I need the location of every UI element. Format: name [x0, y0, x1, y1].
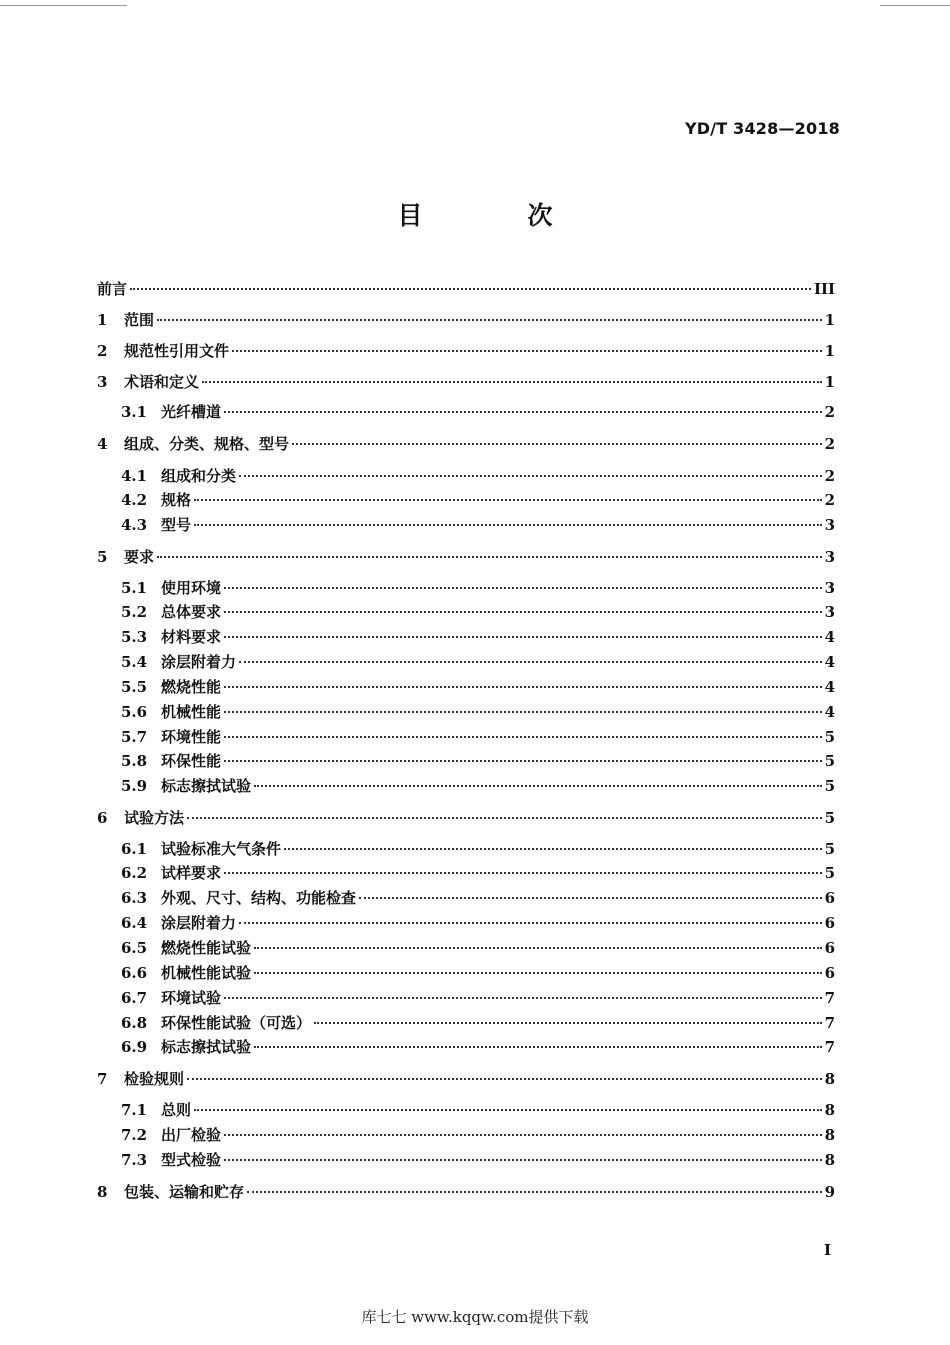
- toc-entry-number: 6: [97, 809, 108, 827]
- toc-entry-page: 5: [824, 728, 835, 746]
- toc-entry: [121, 702, 835, 722]
- toc-entry-number: 5.1: [121, 579, 148, 597]
- toc-entry-title: 涂层附着力: [161, 914, 237, 932]
- toc-entry-number: 6.1: [121, 840, 148, 858]
- toc-leader-dots: [224, 997, 822, 999]
- toc-leader-dots: [224, 411, 822, 413]
- toc-entry: [121, 863, 835, 883]
- toc-entry-number: 5.7: [121, 728, 148, 746]
- toc-leader-dots: [254, 1046, 822, 1048]
- toc-entry-page: 5: [824, 864, 835, 882]
- toc-entry-number: 6.8: [121, 1014, 148, 1032]
- toc-entry-page: 8: [824, 1151, 835, 1169]
- toc-entry-page: 8: [824, 1070, 835, 1088]
- toc-entry-title: 检验规则: [124, 1070, 185, 1088]
- toc-entry: [121, 602, 835, 622]
- toc-entry-number: 4: [97, 435, 108, 453]
- toc-entry-page: 7: [824, 1014, 835, 1032]
- toc-leader-dots: [224, 760, 822, 762]
- toc-entry-number: 7.2: [121, 1126, 148, 1144]
- toc-entry-number: 3.1: [121, 403, 148, 421]
- toc-entry-title: 环保性能: [161, 752, 222, 770]
- toc-leader-dots: [157, 319, 822, 321]
- toc-entry-number: 5.5: [121, 678, 148, 696]
- toc-entry-number: 5: [97, 548, 108, 566]
- toc-leader-dots: [224, 1134, 822, 1136]
- toc-entry-page: 2: [824, 435, 835, 453]
- toc-entry-page: 3: [824, 579, 835, 597]
- toc-entry: [97, 1069, 835, 1089]
- toc-leader-dots: [187, 1078, 822, 1080]
- toc-entry-title: 要求: [124, 548, 155, 566]
- toc-entry-number: 5.9: [121, 777, 148, 795]
- toc-leader-dots: [239, 475, 822, 477]
- standard-number: YD/T 3428—2018: [684, 119, 840, 138]
- toc-entry-number: 6.2: [121, 864, 148, 882]
- toc-entry-page: 6: [824, 964, 835, 982]
- toc-entry-page: 6: [824, 939, 835, 957]
- toc-leader-dots: [194, 1109, 822, 1111]
- toc-entry-number: 4.1: [121, 467, 148, 485]
- toc-entry-number: 6.5: [121, 939, 148, 957]
- toc-entry-title: 标志擦拭试验: [161, 777, 252, 795]
- toc-leader-dots: [359, 897, 822, 899]
- toc-entry-title: 出厂检验: [161, 1126, 222, 1144]
- toc-entry: [121, 938, 835, 958]
- toc-entry-page: 6: [824, 914, 835, 932]
- toc-entry-title: 总则: [161, 1101, 192, 1119]
- toc-leader-dots: [254, 785, 822, 787]
- toc-entry-title: 前言: [97, 280, 128, 298]
- toc-entry-title: 型式检验: [161, 1151, 222, 1169]
- toc-leader-dots: [224, 686, 822, 688]
- toc-leader-dots: [247, 1191, 822, 1193]
- toc-entry-number: 6.6: [121, 964, 148, 982]
- toc-entry-page: 5: [824, 840, 835, 858]
- toc-entry-number: 5.8: [121, 752, 148, 770]
- toc-entry: [121, 402, 835, 422]
- toc-entry: [121, 1125, 835, 1145]
- toc-entry-page: 3: [824, 603, 835, 621]
- toc-entry-number: 4.2: [121, 491, 148, 509]
- toc-entry-number: 7.1: [121, 1101, 148, 1119]
- toc-entry-page: 3: [824, 548, 835, 566]
- toc-entry-number: 5.3: [121, 628, 148, 646]
- toc-entry: [121, 466, 835, 486]
- toc-entry-page: 5: [824, 752, 835, 770]
- toc-leader-dots: [314, 1022, 822, 1024]
- toc-entry: [121, 727, 835, 747]
- toc-entry-number: 1: [97, 311, 108, 329]
- toc-entry-title: 规范性引用文件: [124, 342, 230, 360]
- toc-entry: [121, 1150, 835, 1170]
- toc-entry: [121, 751, 835, 771]
- toc-entry-title: 试验方法: [124, 809, 185, 827]
- toc-leader-dots: [239, 661, 822, 663]
- toc-leader-dots: [254, 972, 822, 974]
- toc-entry-number: 2: [97, 342, 108, 360]
- toc-entry-page: 2: [824, 491, 835, 509]
- toc-entry-page: 1: [824, 342, 835, 360]
- toc-entry-title: 光纤槽道: [161, 403, 222, 421]
- toc-entry-page: 4: [824, 678, 835, 696]
- toc-leader-dots: [224, 1159, 822, 1161]
- scan-edge-line-left: [0, 5, 127, 6]
- toc-entry-title: 使用环境: [161, 579, 222, 597]
- toc-entry-page: 2: [824, 467, 835, 485]
- toc-leader-dots: [224, 587, 822, 589]
- toc-entry-number: 4.3: [121, 516, 148, 534]
- toc-entry-title: 材料要求: [161, 628, 222, 646]
- toc-entry-number: 6.7: [121, 989, 148, 1007]
- toc-entry-page: 4: [824, 703, 835, 721]
- toc-entry: [121, 515, 835, 535]
- toc-entry-title: 试样要求: [161, 864, 222, 882]
- toc-entry-number: 8: [97, 1183, 108, 1201]
- toc-entry: [121, 1037, 835, 1057]
- toc-entry: [97, 279, 835, 299]
- toc-leader-dots: [157, 556, 822, 558]
- toc-entry-page: 4: [824, 653, 835, 671]
- toc-title: 目 次: [397, 201, 593, 230]
- toc-entry-title: 组成和分类: [161, 467, 237, 485]
- toc-entry-page: 1: [824, 311, 835, 329]
- toc-entry: [97, 547, 835, 567]
- toc-entry-title: 包装、运输和贮存: [124, 1183, 245, 1201]
- toc-entry: [121, 963, 835, 983]
- toc-entry-title: 环境试验: [161, 989, 222, 1007]
- toc-entry-title: 环保性能试验（可选）: [161, 1014, 312, 1032]
- toc-entry-number: 5.4: [121, 653, 148, 671]
- toc-entry-number: 3: [97, 373, 108, 391]
- toc-entry: [121, 776, 835, 796]
- toc-leader-dots: [130, 288, 811, 290]
- toc-entry: [121, 652, 835, 672]
- toc-entry-title: 机械性能试验: [161, 964, 252, 982]
- toc-entry-page: 2: [824, 403, 835, 421]
- toc-entry-title: 外观、尺寸、结构、功能检查: [161, 889, 357, 907]
- toc-entry-title: 环境性能: [161, 728, 222, 746]
- toc-entry-title: 机械性能: [161, 703, 222, 721]
- toc-entry-title: 规格: [161, 491, 192, 509]
- toc-entry-page: 3: [824, 516, 835, 534]
- toc-entry: [97, 808, 835, 828]
- toc-entry: [97, 310, 835, 330]
- toc-leader-dots: [194, 499, 822, 501]
- toc-entry: [97, 341, 835, 361]
- toc-entry-title: 燃烧性能试验: [161, 939, 252, 957]
- toc-leader-dots: [224, 872, 822, 874]
- toc-leader-dots: [224, 736, 822, 738]
- toc-leader-dots: [224, 611, 822, 613]
- scan-edge-line-right: [880, 5, 950, 6]
- toc-entry: [121, 1013, 835, 1033]
- toc-leader-dots: [239, 922, 822, 924]
- toc-entry-title: 燃烧性能: [161, 678, 222, 696]
- toc-entry-number: 5.6: [121, 703, 148, 721]
- toc-entry-number: 6.3: [121, 889, 148, 907]
- toc-entry: [97, 372, 835, 392]
- toc-leader-dots: [202, 381, 822, 383]
- toc-entry-page: 5: [824, 809, 835, 827]
- toc-entry: [121, 988, 835, 1008]
- toc-entry: [121, 913, 835, 933]
- toc-entry-title: 组成、分类、规格、型号: [124, 435, 290, 453]
- toc-entry: [97, 434, 835, 454]
- toc-leader-dots: [224, 711, 822, 713]
- toc-leader-dots: [254, 947, 822, 949]
- toc-entry-number: 6.4: [121, 914, 148, 932]
- toc-entry: [121, 490, 835, 510]
- toc-entry: [121, 627, 835, 647]
- toc-entry-title: 标志擦拭试验: [161, 1038, 252, 1056]
- toc-entry-page: 7: [824, 1038, 835, 1056]
- toc-entry-page: 8: [824, 1126, 835, 1144]
- toc-entry-title: 试验标准大气条件: [161, 840, 282, 858]
- toc-entry-title: 型号: [161, 516, 192, 534]
- page-folio: I: [823, 1241, 831, 1259]
- toc-entry-page: 7: [824, 989, 835, 1007]
- toc-entry-number: 5.2: [121, 603, 148, 621]
- toc-leader-dots: [232, 350, 822, 352]
- toc-entry-number: 7: [97, 1070, 108, 1088]
- toc-entry: [121, 839, 835, 859]
- toc-leader-dots: [194, 524, 822, 526]
- toc-entry-page: 6: [824, 889, 835, 907]
- toc-leader-dots: [292, 443, 822, 445]
- toc-entry: [121, 677, 835, 697]
- toc-entry-number: 7.3: [121, 1151, 148, 1169]
- toc-entry-title: 涂层附着力: [161, 653, 237, 671]
- toc-entry-number: 6.9: [121, 1038, 148, 1056]
- download-source-note: 库七七 www.kqqw.com提供下载: [361, 1308, 589, 1326]
- toc-entry-page: 5: [824, 777, 835, 795]
- toc-entry: [121, 578, 835, 598]
- toc-entry-page: 1: [824, 373, 835, 391]
- toc-entry-page: 4: [824, 628, 835, 646]
- toc-entry-page: 8: [824, 1101, 835, 1119]
- toc-entry: [121, 1100, 835, 1120]
- toc-leader-dots: [187, 817, 822, 819]
- toc-entry-page: III: [813, 280, 835, 298]
- toc-leader-dots: [284, 848, 822, 850]
- toc-entry-title: 总体要求: [161, 603, 222, 621]
- toc-entry-title: 术语和定义: [124, 373, 200, 391]
- toc-entry: [121, 888, 835, 908]
- toc-entry-title: 范围: [124, 311, 155, 329]
- toc-entry: [97, 1182, 835, 1202]
- toc-leader-dots: [224, 636, 822, 638]
- toc-entry-page: 9: [824, 1183, 835, 1201]
